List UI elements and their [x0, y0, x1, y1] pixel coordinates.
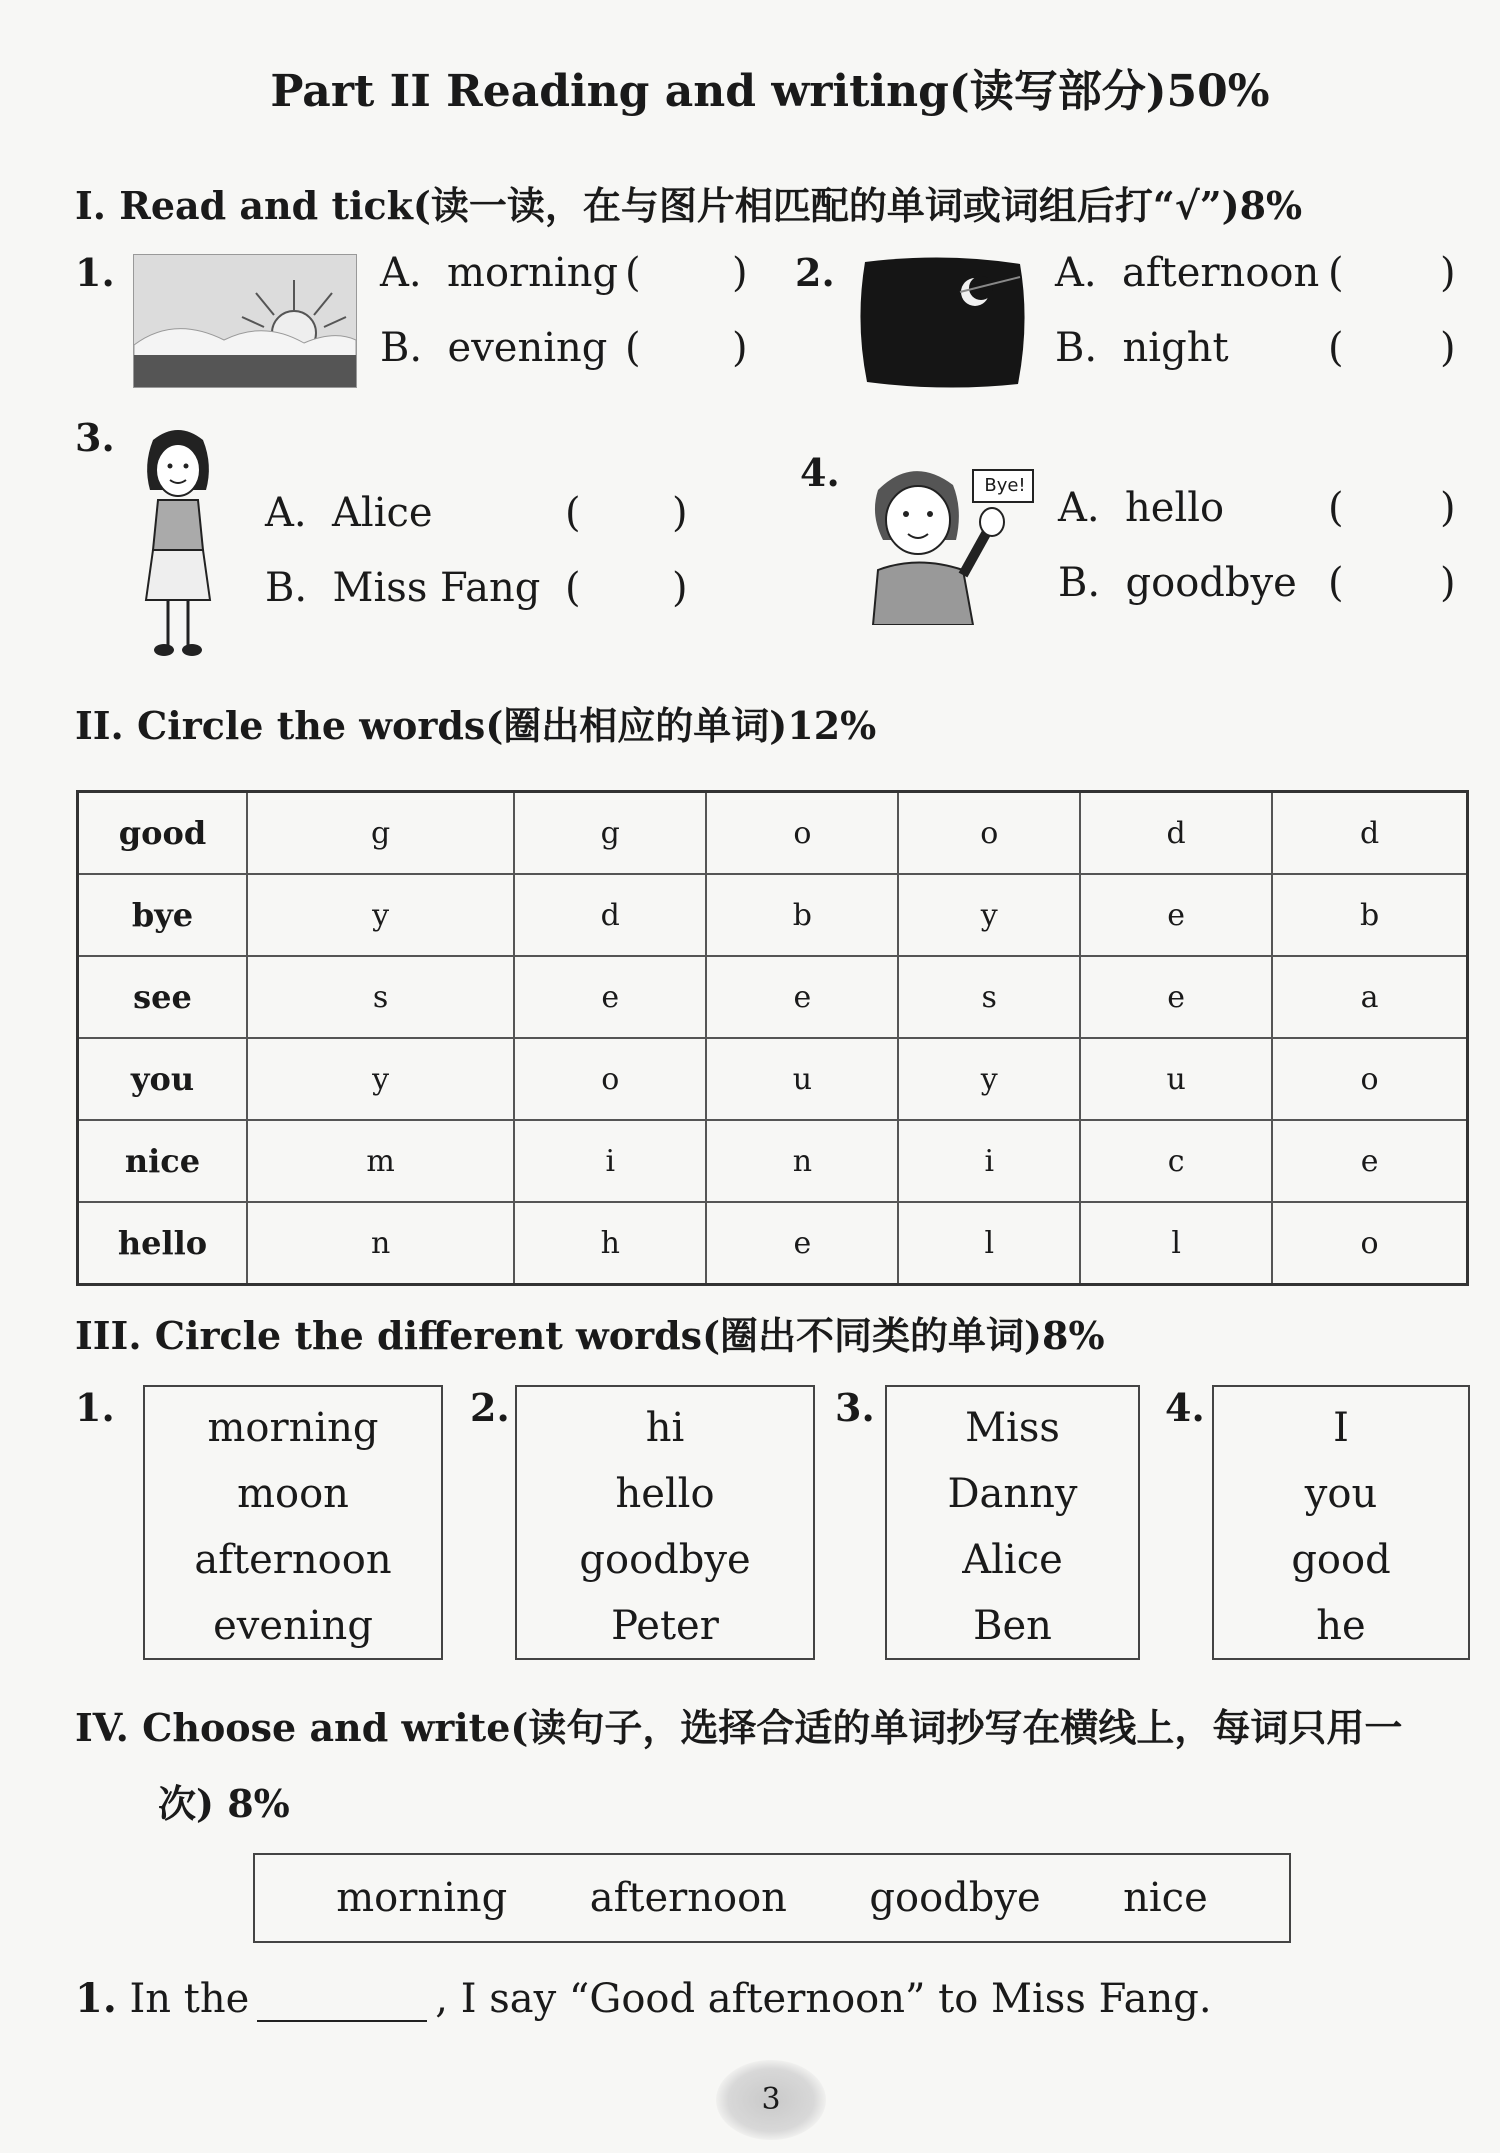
- group-word[interactable]: Alice: [962, 1537, 1063, 1583]
- grid-letter-cell[interactable]: m: [247, 1120, 514, 1202]
- group-3-number: 3.: [835, 1385, 875, 1430]
- q2-number: 2.: [795, 250, 835, 295]
- group-word[interactable]: you: [1304, 1471, 1378, 1517]
- grid-letter-cell[interactable]: l: [1080, 1202, 1272, 1285]
- section-4-title-line2: 次) 8%: [158, 1781, 290, 1826]
- group-word[interactable]: Peter: [611, 1603, 719, 1649]
- grid-target-word: see: [78, 956, 248, 1038]
- bank-word: goodbye: [869, 1875, 1041, 1921]
- grid-letter-cell[interactable]: y: [247, 1038, 514, 1120]
- page-number: 3: [716, 2060, 826, 2140]
- q3-paren-open-b: (: [565, 565, 581, 611]
- q3-option-a: A. Alice: [265, 490, 433, 536]
- grid-letter-cell[interactable]: b: [706, 874, 898, 956]
- moon-icon: [855, 252, 1030, 392]
- group-word[interactable]: he: [1316, 1603, 1366, 1649]
- sentence-1: [75, 1975, 1212, 2022]
- grid-letter-cell[interactable]: n: [706, 1120, 898, 1202]
- q1-option-b: B. evening: [380, 325, 608, 371]
- sentence-1-number: 1.: [75, 1975, 117, 2022]
- bank-word: morning: [336, 1875, 508, 1921]
- bank-word: afternoon: [589, 1875, 787, 1921]
- group-word[interactable]: Miss: [965, 1405, 1060, 1451]
- sunrise-picture: [133, 254, 357, 388]
- section-1-title: I. Read and tick(读一读，在与图片相匹配的单词或词组后打“√”)8%: [75, 183, 1303, 228]
- table-row: [78, 1202, 1468, 1285]
- word-group-2: [515, 1385, 815, 1660]
- grid-letter-cell[interactable]: s: [247, 956, 514, 1038]
- group-word[interactable]: afternoon: [194, 1537, 392, 1583]
- q3-number: 3.: [75, 415, 115, 460]
- q3-paren-close-b: ): [672, 565, 688, 611]
- q4-paren-close-b: ): [1440, 560, 1456, 606]
- q3-paren-open-a: (: [565, 490, 581, 536]
- grid-letter-cell[interactable]: l: [898, 1202, 1080, 1285]
- table-row: [78, 956, 1468, 1038]
- grid-target-word: good: [78, 792, 248, 875]
- grid-letter-cell[interactable]: o: [706, 792, 898, 875]
- table-row: [78, 874, 1468, 956]
- grid-letter-cell[interactable]: i: [898, 1120, 1080, 1202]
- table-row: [78, 1120, 1468, 1202]
- q4-paren-open-a: (: [1328, 485, 1344, 531]
- grid-letter-cell[interactable]: i: [514, 1120, 706, 1202]
- table-row: [78, 792, 1468, 875]
- answer-blank[interactable]: [257, 1982, 427, 2022]
- q1-paren-close-b: ): [732, 325, 748, 371]
- section-2-title: II. Circle the words(圈出相应的单词)12%: [75, 703, 877, 748]
- grid-letter-cell[interactable]: h: [514, 1202, 706, 1285]
- word-grid-table: [76, 790, 1469, 1286]
- group-word[interactable]: evening: [213, 1603, 373, 1649]
- q2-paren-open-a: (: [1328, 250, 1344, 296]
- q4-paren-close-a: ): [1440, 485, 1456, 531]
- grid-target-word: you: [78, 1038, 248, 1120]
- part-title: Part II Reading and writing(读写部分)50%: [270, 66, 1270, 117]
- q3-option-b: B. Miss Fang: [265, 565, 541, 611]
- group-word[interactable]: hello: [615, 1471, 715, 1517]
- grid-letter-cell[interactable]: e: [514, 956, 706, 1038]
- grid-letter-cell[interactable]: e: [1080, 956, 1272, 1038]
- group-4-number: 4.: [1165, 1385, 1205, 1430]
- word-bank: [253, 1853, 1291, 1943]
- grid-letter-cell[interactable]: e: [1080, 874, 1272, 956]
- q2-paren-close-b: ): [1440, 325, 1456, 371]
- word-group-3: [885, 1385, 1140, 1660]
- q1-number: 1.: [75, 250, 115, 295]
- group-word[interactable]: Danny: [947, 1471, 1078, 1517]
- grid-letter-cell[interactable]: e: [706, 956, 898, 1038]
- grid-letter-cell[interactable]: d: [1272, 792, 1467, 875]
- group-word[interactable]: moon: [237, 1471, 349, 1517]
- q1-paren-open-b: (: [625, 325, 641, 371]
- speech-bubble-text: Bye!: [984, 475, 1026, 496]
- girl-picture: [128, 420, 228, 665]
- bank-word: nice: [1123, 1875, 1208, 1921]
- grid-letter-cell[interactable]: n: [247, 1202, 514, 1285]
- word-group-4: [1212, 1385, 1470, 1660]
- q4-option-b: B. goodbye: [1058, 560, 1297, 606]
- grid-letter-cell[interactable]: c: [1080, 1120, 1272, 1202]
- group-word[interactable]: hi: [645, 1405, 685, 1451]
- grid-letter-cell[interactable]: u: [1080, 1038, 1272, 1120]
- grid-letter-cell[interactable]: g: [514, 792, 706, 875]
- group-word[interactable]: Ben: [973, 1603, 1052, 1649]
- grid-letter-cell[interactable]: a: [1272, 956, 1467, 1038]
- grid-letter-cell[interactable]: b: [1272, 874, 1467, 956]
- q4-number: 4.: [800, 450, 840, 495]
- grid-letter-cell[interactable]: o: [1272, 1038, 1467, 1120]
- q4-option-a: A. hello: [1058, 485, 1225, 531]
- group-word[interactable]: goodbye: [579, 1537, 751, 1583]
- q2-paren-open-b: (: [1328, 325, 1344, 371]
- grid-target-word: nice: [78, 1120, 248, 1202]
- group-word[interactable]: morning: [207, 1405, 379, 1451]
- waving-girl-picture: [858, 450, 1038, 625]
- sentence-1-end: , I say “Good afternoon” to Miss Fang.: [435, 1976, 1212, 2022]
- q1-paren-open-a: (: [625, 250, 641, 296]
- grid-letter-cell[interactable]: y: [898, 1038, 1080, 1120]
- q2-paren-close-a: ): [1440, 250, 1456, 296]
- q3-paren-close-a: ): [672, 490, 688, 536]
- grid-letter-cell[interactable]: o: [514, 1038, 706, 1120]
- section-3-title: III. Circle the different words(圈出不同类的单词)8%: [75, 1313, 1105, 1358]
- grid-letter-cell[interactable]: o: [1272, 1202, 1467, 1285]
- table-row: [78, 1038, 1468, 1120]
- grid-letter-cell[interactable]: d: [1080, 792, 1272, 875]
- word-group-1: [143, 1385, 443, 1660]
- grid-letter-cell[interactable]: s: [898, 956, 1080, 1038]
- grid-letter-cell[interactable]: e: [1272, 1120, 1467, 1202]
- grid-target-word: bye: [78, 874, 248, 956]
- grid-letter-cell[interactable]: d: [514, 874, 706, 956]
- grid-letter-cell[interactable]: y: [247, 874, 514, 956]
- grid-letter-cell[interactable]: y: [898, 874, 1080, 956]
- girl-icon: [128, 420, 228, 665]
- grid-letter-cell[interactable]: g: [247, 792, 514, 875]
- grid-target-word: hello: [78, 1202, 248, 1285]
- grid-letter-cell[interactable]: e: [706, 1202, 898, 1285]
- group-word[interactable]: good: [1291, 1537, 1391, 1583]
- grid-letter-cell[interactable]: o: [898, 792, 1080, 875]
- q2-option-b: B. night: [1055, 325, 1229, 371]
- group-2-number: 2.: [470, 1385, 510, 1430]
- group-1-number: 1.: [75, 1385, 115, 1430]
- q1-option-a: A. morning: [380, 250, 619, 296]
- sentence-1-start: In the: [129, 1976, 250, 2022]
- sunrise-icon: [134, 255, 356, 387]
- q4-paren-open-b: (: [1328, 560, 1344, 606]
- night-picture: [855, 252, 1030, 392]
- q2-option-a: A. afternoon: [1055, 250, 1320, 296]
- section-4-title-line1: IV. Choose and write(读句子，选择合适的单词抄写在横线上，每词只用一: [75, 1705, 1403, 1750]
- q1-paren-close-a: ): [732, 250, 748, 296]
- group-word[interactable]: I: [1333, 1405, 1349, 1451]
- grid-letter-cell[interactable]: u: [706, 1038, 898, 1120]
